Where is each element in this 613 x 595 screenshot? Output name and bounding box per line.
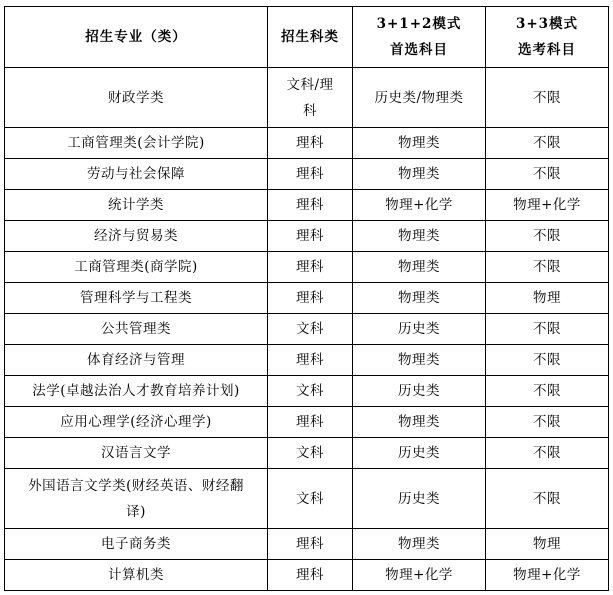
cell-first-choice: 物理类 bbox=[353, 221, 486, 252]
cell-category: 文科 bbox=[268, 314, 353, 345]
header-mode-312-title: 3+1+2模式 bbox=[376, 16, 462, 32]
cell-category: 理科 bbox=[268, 529, 353, 560]
cell-category: 文科 bbox=[268, 376, 353, 407]
table-row bbox=[5, 159, 609, 190]
cell-elective: 物理 bbox=[486, 283, 609, 314]
header-mode-33-subtitle: 选考科目 bbox=[518, 42, 576, 58]
cell-category: 理科 bbox=[268, 407, 353, 438]
cell-first-choice: 历史类 bbox=[353, 376, 486, 407]
cell-category: 理科 bbox=[268, 190, 353, 221]
cell-category: 理科 bbox=[268, 252, 353, 283]
header-category: 招生科类 bbox=[268, 7, 353, 68]
cell-major: 经济与贸易类 bbox=[5, 221, 268, 252]
cell-elective: 物理+化学 bbox=[486, 560, 609, 591]
table-row bbox=[5, 529, 609, 560]
cell-major: 工商管理类(商学院) bbox=[5, 252, 268, 283]
cell-major: 体育经济与管理 bbox=[5, 345, 268, 376]
table-row bbox=[5, 252, 609, 283]
cell-category: 文科 bbox=[268, 469, 353, 529]
table-row bbox=[5, 190, 609, 221]
table-row bbox=[5, 407, 609, 438]
cell-category: 理科 bbox=[268, 159, 353, 190]
cell-first-choice: 物理+化学 bbox=[353, 560, 486, 591]
table-row bbox=[5, 314, 609, 345]
table-body bbox=[5, 68, 609, 591]
cell-category: 理科 bbox=[268, 221, 353, 252]
cell-first-choice: 历史类 bbox=[353, 438, 486, 469]
table-row bbox=[5, 438, 609, 469]
cell-major: 财政学类 bbox=[5, 68, 268, 128]
cell-first-choice: 物理类 bbox=[353, 128, 486, 159]
cell-first-choice: 物理类 bbox=[353, 345, 486, 376]
cell-elective: 不限 bbox=[486, 314, 609, 345]
cell-category-line1: 文科/理 bbox=[286, 76, 334, 93]
table-row bbox=[5, 469, 609, 529]
cell-major: 劳动与社会保障 bbox=[5, 159, 268, 190]
cell-first-choice: 物理类 bbox=[353, 529, 486, 560]
cell-first-choice: 物理类 bbox=[353, 407, 486, 438]
cell-first-choice: 物理类 bbox=[353, 252, 486, 283]
cell-major: 工商管理类(会计学院) bbox=[5, 128, 268, 159]
table-row bbox=[5, 376, 609, 407]
cell-first-choice: 历史类 bbox=[353, 314, 486, 345]
cell-first-choice: 物理+化学 bbox=[353, 190, 486, 221]
table-header bbox=[5, 7, 609, 68]
cell-category: 理科 bbox=[268, 560, 353, 591]
cell-elective: 不限 bbox=[486, 376, 609, 407]
cell-major-line1: 外国语言文学类(财经英语、财经翻 bbox=[28, 477, 244, 494]
header-mode-312 bbox=[353, 7, 486, 68]
cell-first-choice: 历史类/物理类 bbox=[353, 68, 486, 128]
cell-category-line2: 科 bbox=[303, 102, 317, 119]
table-row bbox=[5, 128, 609, 159]
table-row bbox=[5, 221, 609, 252]
header-mode-33 bbox=[486, 7, 609, 68]
cell-elective: 不限 bbox=[486, 221, 609, 252]
cell-major: 统计学类 bbox=[5, 190, 268, 221]
cell-major: 计算机类 bbox=[5, 560, 268, 591]
cell-category: 理科 bbox=[268, 128, 353, 159]
cell-elective: 不限 bbox=[486, 252, 609, 283]
header-row bbox=[5, 7, 609, 68]
cell-major: 应用心理学(经济心理学) bbox=[5, 407, 268, 438]
cell-first-choice: 物理类 bbox=[353, 159, 486, 190]
cell-first-choice: 历史类 bbox=[353, 469, 486, 529]
cell-major: 管理科学与工程类 bbox=[5, 283, 268, 314]
cell-major: 公共管理类 bbox=[5, 314, 268, 345]
cell-first-choice: 物理类 bbox=[353, 283, 486, 314]
table-row bbox=[5, 560, 609, 591]
header-major: 招生专业（类） bbox=[5, 7, 268, 68]
cell-elective: 物理 bbox=[486, 529, 609, 560]
cell-major: 法学(卓越法治人才教育培养计划) bbox=[5, 376, 268, 407]
table-row bbox=[5, 345, 609, 376]
cell-category: 理科 bbox=[268, 345, 353, 376]
cell-elective: 不限 bbox=[486, 128, 609, 159]
cell-elective: 不限 bbox=[486, 68, 609, 128]
cell-category bbox=[268, 68, 353, 128]
cell-major: 电子商务类 bbox=[5, 529, 268, 560]
header-mode-33-title: 3+3模式 bbox=[515, 16, 579, 32]
cell-category: 理科 bbox=[268, 283, 353, 314]
header-mode-312-subtitle: 首选科目 bbox=[390, 42, 448, 58]
table-row bbox=[5, 68, 609, 128]
cell-major bbox=[5, 469, 268, 529]
cell-major: 汉语言文学 bbox=[5, 438, 268, 469]
cell-elective: 物理+化学 bbox=[486, 190, 609, 221]
cell-elective: 不限 bbox=[486, 469, 609, 529]
cell-category: 文科 bbox=[268, 438, 353, 469]
cell-elective: 不限 bbox=[486, 345, 609, 376]
cell-elective: 不限 bbox=[486, 438, 609, 469]
cell-elective: 不限 bbox=[486, 407, 609, 438]
cell-major-line2: 译) bbox=[126, 503, 146, 520]
table-row bbox=[5, 283, 609, 314]
cell-elective: 不限 bbox=[486, 159, 609, 190]
admission-subjects-table bbox=[4, 6, 609, 591]
